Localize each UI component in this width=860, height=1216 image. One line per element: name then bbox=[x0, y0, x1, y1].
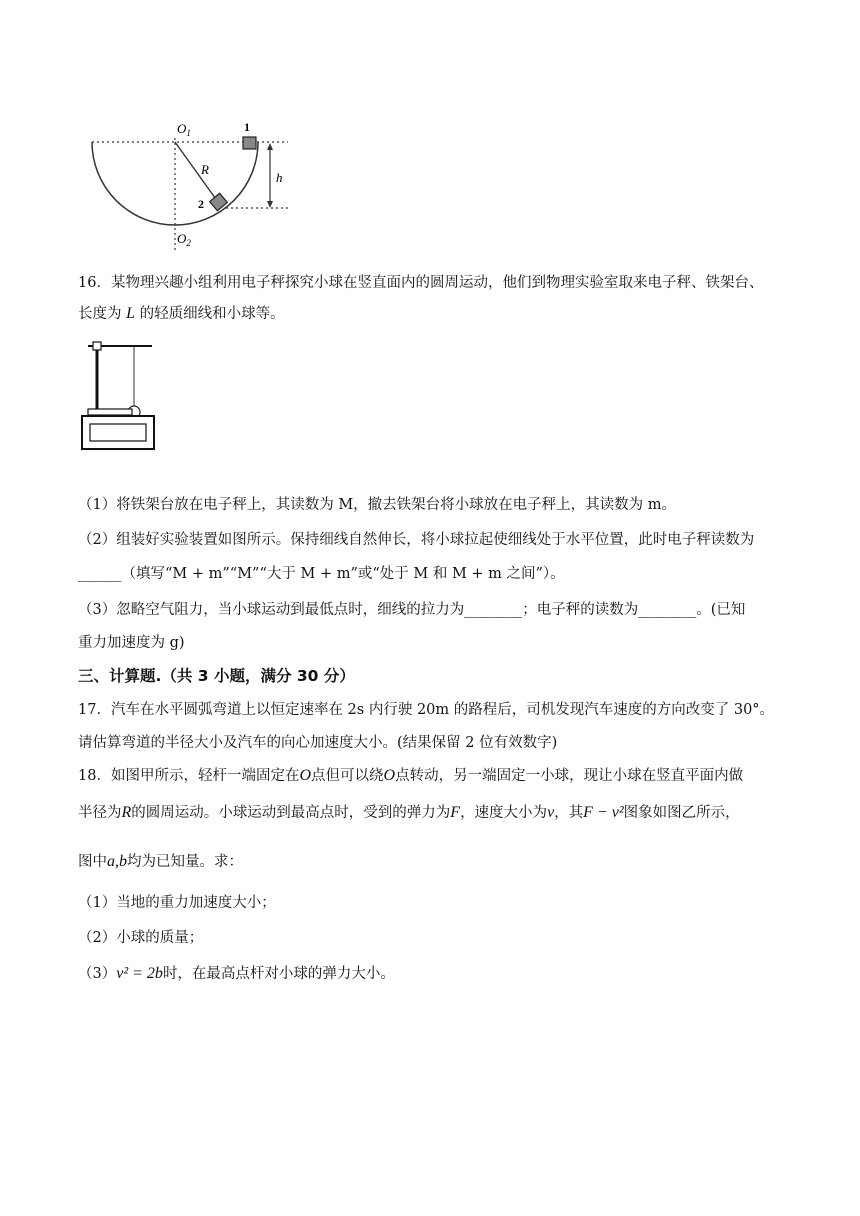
q16-stem-line-1: 16．某物理兴趣小组利用电子秤探究小球在竖直面内的圆周运动，他们到物理实验室取来电子秤、铁架台、 bbox=[78, 275, 764, 291]
q17-line-1: 17．汽车在水平圆弧弯道上以恒定速率在 2s 内行驶 20m 的路程后，司机发现汽车速度的方向改变了 30°。 bbox=[78, 702, 775, 718]
q16-part-1: （1）将铁架台放在电子秤上，其读数为 M，撤去铁架台将小球放在电子秤上，其读数为 m。 bbox=[78, 497, 677, 513]
q16-part-3-line-2: 重力加速度为 g) bbox=[78, 635, 185, 651]
block-1 bbox=[243, 137, 256, 149]
h-arrow-head-bottom bbox=[267, 201, 273, 208]
q16-part-2-line-2: ______（填写“M + m”“M”“大于 M + m”或“处于 M 和 M + m 之间”）。 bbox=[78, 566, 565, 582]
stand-scale-diagram bbox=[78, 336, 158, 454]
label-o2: $O_2$ bbox=[177, 231, 191, 248]
q16-part-2-line-1: （2）组装好实验装置如图所示。保持细线自然伸长，将小球拉起使细线处于水平位置，此时电子秤读数为 bbox=[78, 532, 755, 548]
scale-display bbox=[90, 424, 146, 441]
q18-line-1: 18．如图甲所示，轻杆一端固定在O点但可以绕O点转动，另一端固定一小球，现让小球在竖直平面内做 bbox=[78, 767, 744, 784]
label-block-1: 1 bbox=[244, 120, 250, 134]
q18-line-3: 图中a,b均为已知量。求： bbox=[78, 853, 243, 870]
q18-sub-1: （1）当地的重力加速度大小； bbox=[78, 895, 276, 911]
label-o1: $O_1$ bbox=[177, 121, 191, 138]
label-r: R bbox=[201, 162, 209, 177]
label-block-2: 2 bbox=[198, 197, 204, 211]
q16-part-3-line-1: （3）忽略空气阻力，当小球运动到最低点时，细线的拉力为________；电子秤的读数为________。(已知 bbox=[78, 602, 746, 618]
bowl-diagram bbox=[80, 110, 300, 255]
q17-line-2: 请估算弯道的半径大小及汽车的向心加速度大小。(结果保留 2 位有效数字) bbox=[78, 735, 558, 751]
q18-line-2: 半径为R的圆周运动。小球运动到最高点时，受到的弹力为F，速度大小为v，其F − v²图象如图乙所示， bbox=[78, 804, 740, 821]
q18-sub-3: （3）v² = 2b时，在最高点杆对小球的弹力大小。 bbox=[78, 965, 395, 982]
h-arrow-head-top bbox=[267, 143, 273, 150]
q18-sub-2: （2）小球的质量； bbox=[78, 930, 204, 946]
stand-clamp bbox=[93, 342, 101, 350]
section-3-heading: 三、计算题.（共 3 小题，满分 30 分） bbox=[78, 667, 355, 685]
radius-line bbox=[175, 142, 218, 202]
label-h: h bbox=[276, 170, 283, 185]
q16-stem-line-2: 长度为 L 的轻质细线和小球等。 bbox=[78, 305, 285, 322]
stand-base bbox=[88, 409, 132, 415]
